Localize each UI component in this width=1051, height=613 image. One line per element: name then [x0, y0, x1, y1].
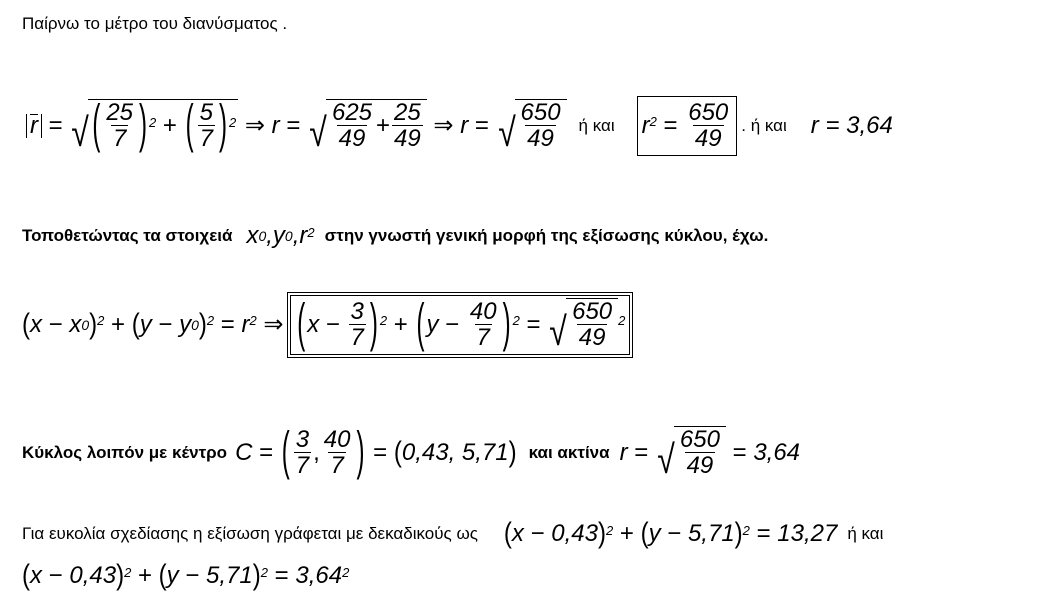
equation-center-radius: Κύκλος λοιπόν με κέντρο C = ( $\frac{3}{7}$ , $\frac{40}{7}$ ) = ( 0,43, 5,71 ) και ακτίνα r = √ $\frac{650}{49}$ = 3,64	[22, 422, 801, 482]
equation-circle-general: ( x − x 0 ) $^2$ + ( y − y 0 ) $^2$ = r $^2$ ⇒ ( x − $\frac{3}{7}$ ) $^2$ + ( y − $\frac{40}{7}$ ) $^2$ = √ $\frac{650}{49}$ $^2$	[22, 290, 630, 360]
decimal-equation-line: Για ευκολία σχεδίασης η εξίσωση γράφεται με δεκαδικούς ως ( x − 0,43 ) $^2$ + ( y − 5,71 ) $^2$ = 13,27 ή και	[22, 517, 884, 550]
substitution-text: Τοποθετώντας τα στοιχειά x 0 ,y 0 ,r $^2$ στην γνωστή γενική μορφή της εξίσωσης κύκλου, έχω.	[22, 222, 769, 249]
equation-magnitude: r = √ ( $\frac{25}{7}$ ) $^2$ + ( $\frac{5}{7}$ ) $^2$ ⇒ r = √ $\frac{625}{49}$ + $\frac{25}{49}$ ⇒ r = √ $\frac{650}{49}$ ή και r $^2$ = $\frac{650}{49}$ . ή και r = 3,64	[26, 88, 893, 164]
decimal-equation-final: ( x − 0,43 ) $^2$ + ( y − 5,71 ) $^2$ = 3,64 $^2$	[22, 559, 350, 592]
intro-text: Παίρνω το μέτρο του διανύσματος .	[22, 14, 288, 33]
